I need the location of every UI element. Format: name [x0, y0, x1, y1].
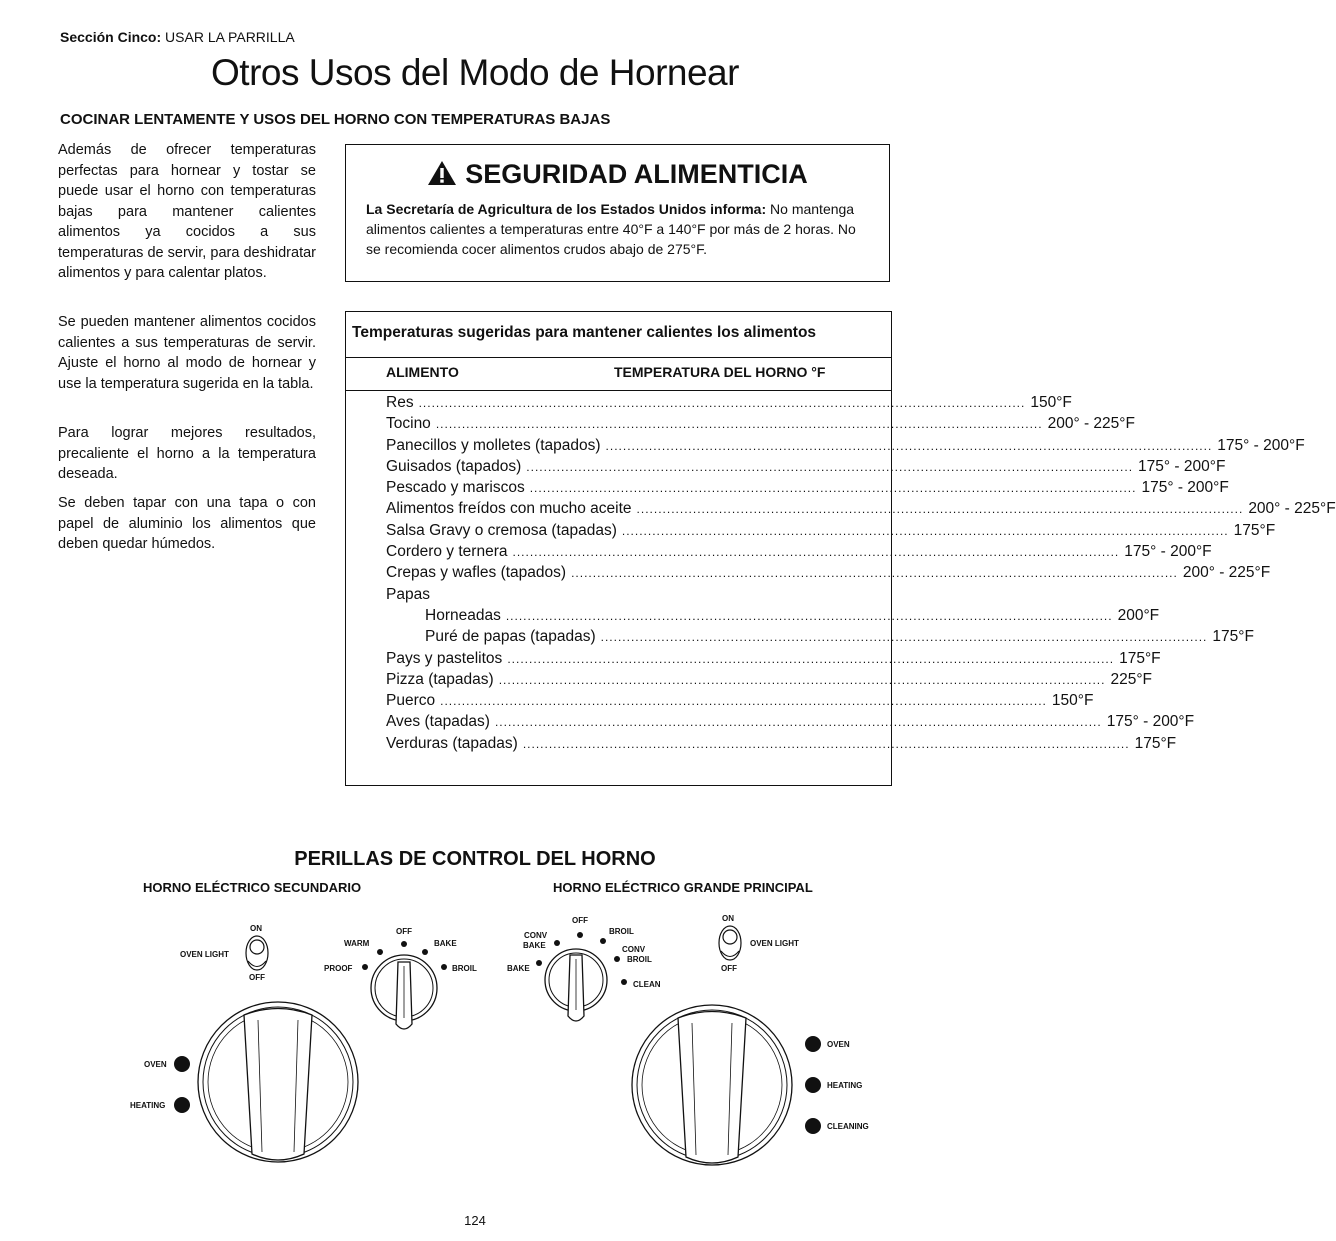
oven-temperature: 175° - 200°F — [1138, 457, 1226, 475]
knob-label-conv-bake-1: CONV — [524, 931, 548, 940]
indicator-oven-light — [805, 1036, 821, 1052]
food-name: Puerco — [386, 692, 436, 710]
food-name: Cordero y ternera — [386, 543, 508, 561]
dot-leader: ............................................................................................................................................ — [621, 523, 1229, 538]
column-header-food: ALIMENTO — [386, 364, 459, 380]
page-number: 124 — [464, 1213, 486, 1228]
dot-leader: ............................................................................................................................................ — [600, 630, 1208, 645]
indicator-heating-light — [174, 1097, 190, 1113]
oven-temperature: 175° - 200°F — [1141, 479, 1229, 497]
knob-label-broil: BROIL — [452, 964, 477, 973]
oven-light-label: OVEN LIGHT — [180, 950, 229, 959]
knob-label-bake: BAKE — [507, 964, 530, 973]
dot-leader: ............................................................................................................................................ — [505, 608, 1113, 623]
oven-temperature: 200°F — [1117, 606, 1160, 624]
table-row — [386, 586, 854, 607]
safety-lead: La Secretaría de Agricultura de los Estados Unidos informa: — [366, 201, 767, 217]
knob-label-proof: PROOF — [324, 964, 353, 973]
dot-leader: ............................................................................................................................................ — [507, 651, 1115, 666]
paragraph-cover: Se deben tapar con una tapa o con papel de aluminio los alimentos que deben quedar húmedos. — [58, 495, 316, 552]
oven-temperature: 175°F — [1119, 649, 1161, 667]
indicator-heating-label: HEATING — [130, 1101, 166, 1110]
knob-label-conv-broil-2: BROIL — [627, 955, 652, 964]
table-row — [386, 670, 1152, 692]
safety-title-row — [346, 159, 889, 190]
table-row — [386, 436, 1305, 458]
table-row — [386, 606, 1160, 628]
indicator-cleaning-light — [805, 1118, 821, 1134]
oven-temperature: 200° - 225°F — [1047, 415, 1135, 433]
table-row — [386, 649, 1161, 671]
oven-light-switch-main[interactable] — [719, 914, 799, 973]
oven-temperature: 175° - 200°F — [1106, 713, 1195, 731]
table-row — [386, 500, 1336, 521]
table-row — [386, 628, 1254, 649]
dot-leader: ............................................................................................................................................ — [605, 438, 1213, 453]
knob-label-off: OFF — [396, 927, 412, 936]
oven-light-switch-secondary[interactable] — [180, 924, 268, 982]
table-row — [386, 564, 1271, 585]
table-divider — [346, 390, 891, 391]
indicator-oven-label: OVEN — [144, 1060, 167, 1069]
food-name: Papas — [386, 585, 430, 603]
section-name: USAR LA PARRILLA — [165, 29, 295, 45]
oven-temperature: 200° - 225°F — [1182, 564, 1271, 582]
oven-temperature: 175° - 200°F — [1217, 436, 1305, 454]
dot-leader: ............................................................................................................................................ — [418, 396, 1026, 410]
temperature-table — [345, 311, 1336, 786]
knob-label-broil: BROIL — [609, 927, 634, 936]
switch-off-label: OFF — [249, 973, 265, 982]
table-row — [386, 394, 1072, 415]
food-name: Verduras (tapadas) — [386, 734, 518, 752]
paragraph-keep-warm: Se pueden mantener alimentos cocidos calientes a sus temperaturas de servir. Ajuste el horno al modo de hornear y use la temperatura sugerida en la tabla. — [58, 314, 316, 392]
knob-label-clean: CLEAN — [633, 980, 661, 989]
warning-triangle-icon — [427, 160, 457, 186]
oven-temperature: 175° - 200°F — [1124, 543, 1212, 561]
secondary-temperature-knob[interactable] — [198, 1002, 358, 1162]
indicator-heating-light — [805, 1077, 821, 1093]
table-row — [386, 692, 1094, 713]
table-title: Temperaturas sugeridas para mantener calientes los alimentos — [352, 324, 817, 341]
food-name: Salsa Gravy o cremosa (tapadas) — [386, 521, 617, 539]
main-temperature-knob[interactable] — [632, 1005, 792, 1165]
subheading: COCINAR LENTAMENTE Y USOS DEL HORNO CON TEMPERATURAS BAJAS — [60, 111, 611, 128]
table-divider — [346, 357, 891, 358]
section-header — [60, 29, 295, 45]
main-indicators — [805, 1036, 869, 1134]
knob-label-warm: WARM — [344, 939, 370, 948]
table-row — [386, 457, 1226, 479]
food-name: Crepas y wafles (tapados) — [386, 564, 567, 582]
safety-body: No mantenga alimentos calientes a temperaturas entre 40°F a 140°F por más de 2 horas. No se recomienda cocer alimentos crudos abajo de 275°F. — [366, 201, 856, 257]
safety-title: SEGURIDAD ALIMENTICIA — [465, 159, 808, 189]
oven-temperature: 200° - 225°F — [1248, 500, 1336, 518]
food-name: Guisados (tapados) — [386, 457, 522, 475]
paragraph-preheat: Para lograr mejores resultados, precaliente el horno a la temperatura deseada. — [58, 425, 316, 482]
section-label: Sección Cinco: — [60, 29, 162, 45]
dot-leader: ............................................................................................................................................ — [522, 736, 1130, 751]
dot-leader: ............................................................................................................................................ — [529, 481, 1137, 496]
indicator-oven-label: OVEN — [827, 1040, 850, 1049]
oven-light-label: OVEN LIGHT — [750, 939, 799, 948]
paragraph-intro: Además de ofrecer temperaturas perfectas para hornear y tostar se puede usar el horno con temperaturas bajas para mantener calientes alimentos ya cocidos a sus temperaturas de servir, para deshidratar alimentos y para calentar platos. — [58, 142, 316, 281]
secondary-selector-knob[interactable] — [324, 927, 477, 1029]
table-row — [386, 713, 1195, 734]
column-header-temperature: TEMPERATURA DEL HORNO °F — [614, 364, 826, 380]
dot-leader: ............................................................................................................................................ — [435, 417, 1043, 432]
food-name: Aves (tapadas) — [386, 713, 490, 731]
knob-label-bake: BAKE — [434, 939, 457, 948]
oven-temperature: 175°F — [1212, 628, 1254, 646]
table-body — [386, 394, 1336, 756]
controls-title: PERILLAS DE CONTROL DEL HORNO — [294, 848, 656, 870]
oven-temperature: 175°F — [1134, 734, 1177, 752]
food-name: Pescado y mariscos — [386, 479, 525, 497]
dot-leader: ............................................................................................................................................ — [498, 672, 1106, 687]
table-row — [386, 479, 1229, 500]
food-name: Pizza (tapadas) — [386, 670, 494, 688]
control-knobs-diagram — [0, 900, 950, 1210]
indicator-heating-label: HEATING — [827, 1081, 863, 1090]
food-name: Puré de papas (tapadas) — [425, 628, 596, 646]
food-name: Tocino — [386, 415, 431, 433]
oven-temperature: 150°F — [1030, 394, 1072, 411]
oven-temperature: 225°F — [1110, 670, 1152, 688]
dot-leader: ............................................................................................................................................ — [571, 566, 1178, 581]
dot-leader: ............................................................................................................................................ — [526, 459, 1134, 474]
main-oven-label: HORNO ELÉCTRICO GRANDE PRINCIPAL — [553, 880, 813, 895]
table-row — [386, 734, 1177, 756]
dot-leader: ............................................................................................................................................ — [440, 694, 1047, 709]
table-row — [386, 543, 1212, 564]
switch-on-label: ON — [722, 914, 734, 923]
knob-label-conv-broil-1: CONV — [622, 945, 646, 954]
secondary-oven-label: HORNO ELÉCTRICO SECUNDARIO — [143, 880, 362, 895]
switch-on-label: ON — [250, 924, 262, 933]
table-row — [386, 415, 1135, 436]
knob-label-off: OFF — [572, 916, 588, 925]
secondary-indicators — [130, 1056, 190, 1113]
indicator-oven-light — [174, 1056, 190, 1072]
knob-label-conv-bake-2: BAKE — [523, 941, 546, 950]
food-safety-box — [345, 144, 890, 282]
main-selector-knob[interactable] — [507, 916, 661, 1021]
food-name: Res — [386, 394, 414, 411]
food-name: Alimentos freídos con mucho aceite — [386, 500, 632, 518]
dot-leader: ............................................................................................................................................ — [512, 545, 1120, 560]
dot-leader: ............................................................................................................................................ — [636, 502, 1244, 517]
food-name: Horneadas — [425, 606, 501, 624]
switch-off-label: OFF — [721, 964, 737, 973]
oven-temperature: 175°F — [1233, 521, 1276, 539]
oven-temperature: 150°F — [1051, 692, 1094, 710]
table-row — [386, 521, 1276, 543]
food-name: Pays y pastelitos — [386, 649, 503, 667]
safety-text — [366, 199, 874, 259]
dot-leader: ............................................................................................................................................ — [494, 715, 1102, 730]
indicator-cleaning-label: CLEANING — [827, 1122, 869, 1131]
food-name: Panecillos y molletes (tapados) — [386, 436, 601, 454]
page-title: Otros Usos del Modo de Hornear — [211, 52, 739, 93]
